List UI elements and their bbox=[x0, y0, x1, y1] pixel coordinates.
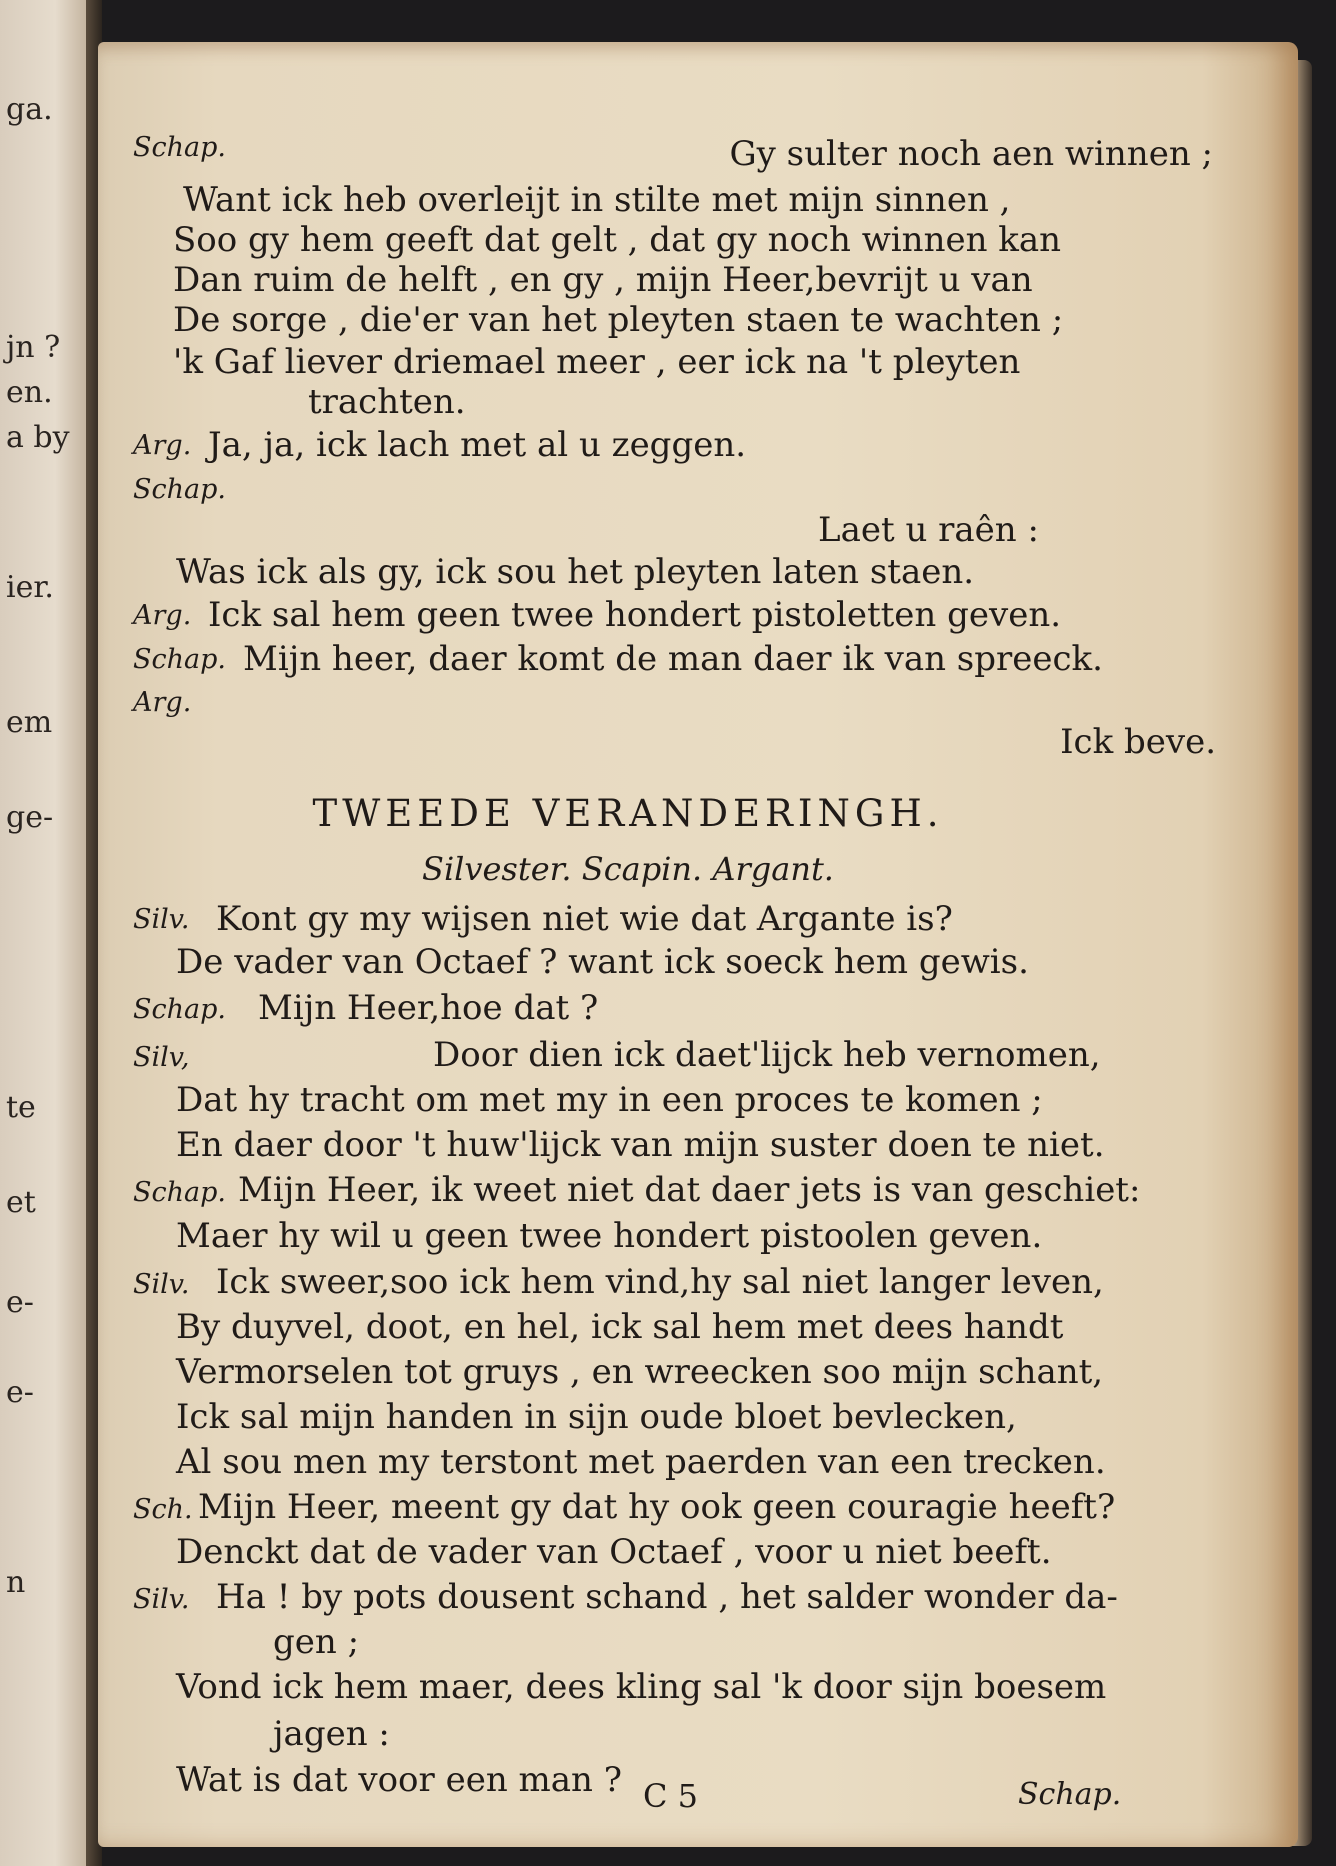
verse-line: gen ; bbox=[273, 1622, 360, 1662]
verse-line: Denckt dat de vader van Octaef , voor u niet beeft. bbox=[176, 1532, 1052, 1572]
verse-line: Dan ruim de helft , en gy , mijn Heer,bevrijt u van bbox=[173, 260, 1033, 300]
left-margin-text: jn ? bbox=[6, 330, 61, 365]
verse-line: By duyvel, doot, en hel, ick sal hem met dees handt bbox=[176, 1307, 1064, 1347]
catchword: Schap. bbox=[1018, 1777, 1122, 1812]
verse-line: Mijn Heer, meent gy dat hy ook geen couragie heeft? bbox=[198, 1487, 1116, 1527]
left-margin-text: e- bbox=[6, 1375, 34, 1410]
book-page bbox=[98, 42, 1298, 1847]
signature-mark: C 5 bbox=[643, 1777, 699, 1815]
verse-line: Maer hy wil u geen twee hondert pistoolen geven. bbox=[176, 1216, 1043, 1256]
left-margin-text: te bbox=[6, 1090, 36, 1125]
verse-line: Ick beve. bbox=[1060, 722, 1216, 762]
page-text bbox=[98, 42, 1298, 1847]
verse-line: Vond ick hem maer, dees kling sal 'k door sijn boesem bbox=[176, 1667, 1107, 1707]
left-page-fragment bbox=[0, 0, 92, 1866]
verse-line: Mijn heer, daer komt de man daer ik van spreeck. bbox=[243, 639, 1103, 679]
left-margin-text: e- bbox=[6, 1285, 34, 1320]
verse-line: Was ick als gy, ick sou het pleyten laten staen. bbox=[176, 552, 975, 592]
verse-line: Ha ! by pots dousent schand , het salder wonder da- bbox=[216, 1577, 1118, 1617]
verse-line: Dat hy tracht om met my in een proces te komen ; bbox=[176, 1080, 1043, 1120]
left-margin-text: ge- bbox=[6, 800, 54, 835]
verse-line: Want ick heb overleijt in stilte met mijn sinnen , bbox=[183, 180, 1011, 220]
speaker-label: Schap. bbox=[133, 1177, 226, 1208]
verse-line: Kont gy my wijsen niet wie dat Argante is? bbox=[216, 899, 953, 939]
verse-line: Vermorselen tot gruys , en wreecken soo mijn schant, bbox=[176, 1352, 1104, 1392]
verse-line: Ick sal hem geen twee hondert pistoletten geven. bbox=[208, 595, 1062, 635]
verse-line: Laet u raên : bbox=[818, 510, 1039, 550]
speaker-label: Arg. bbox=[133, 430, 192, 461]
verse-line: Ick sal mijn handen in sijn oude bloet bevlecken, bbox=[176, 1397, 1017, 1437]
speaker-label: Sch. bbox=[133, 1494, 193, 1525]
speaker-label: Arg. bbox=[133, 687, 192, 718]
speaker-label: Schap. bbox=[133, 644, 226, 675]
scene-characters: Silvester. Scapin. Argant. bbox=[422, 850, 834, 888]
left-margin-text: ga. bbox=[6, 92, 53, 127]
verse-line: Al sou men my terstont met paerden van een trecken. bbox=[176, 1442, 1106, 1482]
speaker-label: Schap. bbox=[133, 474, 226, 505]
left-margin-text: en. bbox=[6, 375, 53, 410]
left-margin-text: a by bbox=[6, 420, 70, 455]
verse-line: Ick sweer,soo ick hem vind,hy sal niet langer leven, bbox=[216, 1262, 1104, 1302]
speaker-label: Silv. bbox=[133, 1269, 190, 1300]
speaker-label: Schap. bbox=[133, 994, 226, 1025]
left-margin-text: ier. bbox=[6, 570, 54, 605]
verse-line: Mijn Heer, ik weet niet dat daer jets is van geschiet: bbox=[238, 1170, 1141, 1210]
verse-line: Soo gy hem geeft dat gelt , dat gy noch winnen kan bbox=[173, 220, 1062, 260]
verse-line: Mijn Heer,hoe dat ? bbox=[258, 988, 599, 1028]
speaker-label: Schap. bbox=[133, 132, 226, 163]
speaker-label: Silv. bbox=[133, 904, 190, 935]
verse-line: Gy sulter noch aen winnen ; bbox=[729, 134, 1213, 174]
speaker-label: Arg. bbox=[133, 600, 192, 631]
speaker-label: Silv, bbox=[133, 1042, 190, 1073]
verse-line: 'k Gaf liever driemael meer , eer ick na 't pleyten bbox=[173, 342, 1021, 382]
speaker-label: Silv. bbox=[133, 1584, 190, 1615]
verse-line: jagen : bbox=[273, 1714, 390, 1754]
left-margin-text: n bbox=[6, 1565, 26, 1600]
left-margin-text: em bbox=[6, 705, 53, 740]
verse-line: trachten. bbox=[308, 382, 466, 422]
verse-line: Door dien ick daet'lijck heb vernomen, bbox=[433, 1035, 1101, 1075]
verse-line: De vader van Octaef ? want ick soeck hem gewis. bbox=[176, 942, 1029, 982]
scene-heading: TWEEDE VERANDERINGH. bbox=[312, 792, 944, 835]
verse-line: De sorge , die'er van het pleyten staen te wachten ; bbox=[173, 300, 1064, 340]
verse-line: En daer door 't huw'lijck van mijn suster doen te niet. bbox=[176, 1125, 1105, 1165]
left-margin-text: et bbox=[6, 1185, 36, 1220]
verse-line: Ja, ja, ick lach met al u zeggen. bbox=[208, 425, 747, 465]
verse-line: Wat is dat voor een man ? bbox=[176, 1760, 622, 1800]
